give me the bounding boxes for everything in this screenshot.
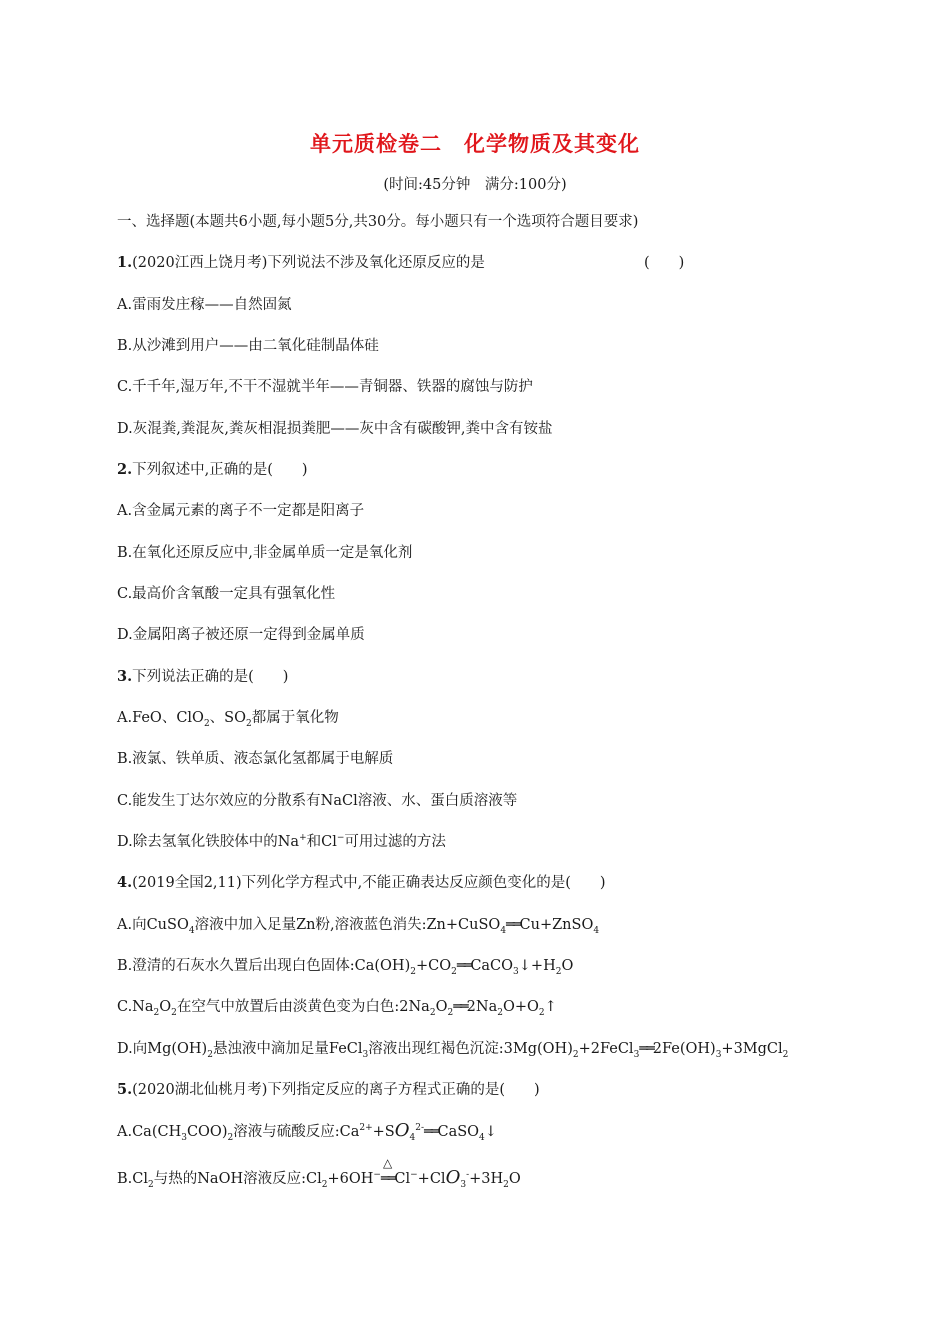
option-4c: $C.Na_2O_2$在空气中放置后由淡黄色变为白色$:2Na_2O_2══2Na_2O+O_2↑$ [117,999,557,1018]
option-1b: B.从沙滩到用户——由二氧化硅制晶体硅 [117,338,379,354]
heat-symbol: △ [383,1156,393,1170]
option-2a: A.含金属元素的离子不一定都是阳离子 [117,503,365,519]
option-1d: D.灰混粪,粪混灰,粪灰相混损粪肥——灰中含有碳酸钾,粪中含有铵盐 [117,421,553,437]
option-1a: A.雷雨发庄稼——自然固氮 [117,297,292,313]
question-stem: 下列叙述中,正确的是( ) [132,462,308,478]
question-1 [117,253,485,273]
exam-info: (时间:45分钟 满分:100分) [383,177,567,193]
option-3b: B.液氯、铁单质、液态氯化氢都属于电解质 [117,751,394,767]
question-number: 4. [117,874,133,891]
question-number: 5. [117,1081,133,1098]
option-4a: A.向CuSO$_4$溶液中加入足量Zn粉,溶液蓝色消失:Zn+CuSO$_4$══Cu+ZnSO$_4$ [117,917,600,936]
question-stem: 下列说法正确的是( ) [132,669,289,685]
section-heading: 一、选择题(本题共6小题,每小题5分,共30分。每小题只有一个选项符合题目要求) [117,214,639,230]
option-3a: A.FeO、ClO$_2$、$SO_2$都属于氧化物 [117,710,339,729]
question-number: 3. [117,668,133,685]
option-5a: $A.Ca(CH_3COO)_2$溶液与硫酸反应$:Ca^{2+}+SO_4^{2-}══CaSO_4↓$ [117,1120,497,1143]
question-stem: (2020湖北仙桃月考)下列指定反应的离子方程式正确的是( ) [132,1082,540,1098]
question-stem: (2019全国2,11)下列化学方程式中,不能正确表达反应颜色变化的是( ) [132,875,606,891]
page-title: 单元质检卷二 化学物质及其变化 [310,132,640,156]
question-3 [117,667,288,687]
option-3c: C.能发生丁达尔效应的分散系有NaCl溶液、水、蛋白质溶液等 [117,793,518,809]
option-3d: D.除去氢氧化铁胶体中的Na+和Cl−可用过滤的方法 [117,833,446,850]
question-5 [117,1080,540,1100]
option-1c: C.千千年,湿万年,不干不湿就半年——青铜器、铁器的腐蚀与防护 [117,379,533,395]
question-2 [117,460,308,480]
option-2d: D.金属阳离子被还原一定得到金属单质 [117,627,365,643]
question-number: 1. [117,254,133,271]
option-2b: B.在氧化还原反应中,非金属单质一定是氧化剂 [117,545,413,561]
question-stem: (2020江西上饶月考)下列说法不涉及氧化还原反应的是 [132,255,485,271]
answer-blank: ( ) [644,255,685,271]
option-2c: C.最高价含氧酸一定具有强氧化性 [117,586,336,602]
question-4 [117,873,606,893]
option-4d: D.向$Mg(OH)_2$悬浊液中滴加足量FeCl$_3$溶液出现红褐色沉淀$:3Mg(OH)_2+2FeCl_3══2Fe(OH)_3+3MgCl_2$ [117,1041,789,1060]
question-number: 2. [117,461,133,478]
option-5b: $B.Cl_2$与热的NaOH溶液反应$:Cl_2+6OH^-$ △ $══Cl^-+ClO_3^-+3H_2O$ [117,1168,521,1189]
option-4b: B.澄清的石灰水久置后出现白色固体$:Ca(OH)_2+CO_2══CaCO_3↓+H_2O$ [117,958,574,977]
